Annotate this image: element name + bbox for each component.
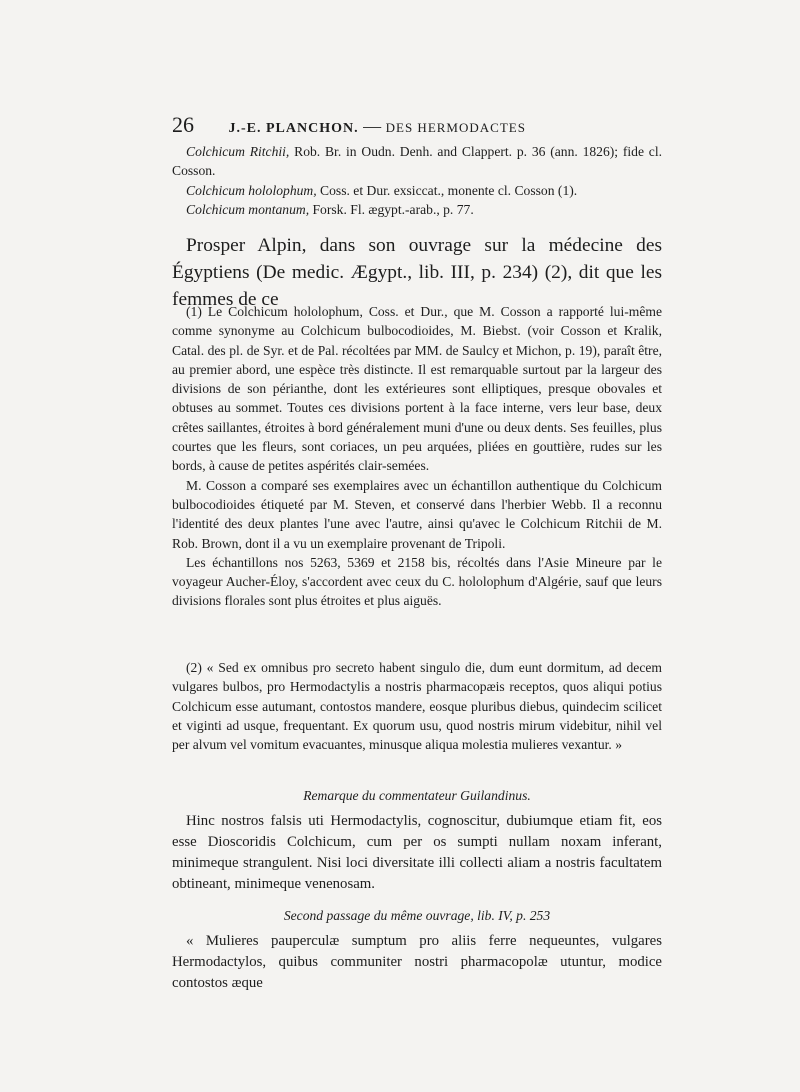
footnote-2-text: (2) « Sed ex omnibus pro secreto habent singulo die, dum eunt dormitum, ad decem vulgares bulbos, pro Hermodactylis a nostris pharmacopæis receptos, quos aliqui potius Colchicum esse autumant, contostos mandere, eosque pluribus diebus, quindecim scilicet et viginti ad usque, frequentant. Ex quorum usu, quod nostris mirum videbitur, nihil vel per alvum vel vomitum evacuantes, minusque aliqua molestia mulieres vexantur. » bbox=[172, 660, 662, 753]
header-title: DES HERMODACTES bbox=[385, 120, 526, 135]
remark-body bbox=[172, 811, 662, 895]
remark-heading: Remarque du commentateur Guilandinus. bbox=[303, 788, 531, 803]
synonym-name: Colchicum montanum, bbox=[186, 201, 310, 217]
footnote-1 bbox=[172, 302, 662, 611]
synonym-name: Colchicum hololophum, bbox=[186, 182, 317, 198]
footnote-1-para-3: Les échantillons nos 5263, 5369 et 2158 bis, récoltés dans l'Asie Mineure par le voyageur Aucher-Éloy, s'accordent avec ceux du C. hololophum d'Algérie, sauf que leurs divisions florales sont plus étroites et plus aiguës. bbox=[172, 554, 662, 609]
running-header bbox=[172, 112, 662, 138]
second-passage-body bbox=[172, 931, 662, 994]
remark-text: Hinc nostros falsis uti Hermodactylis, cognoscitur, dubiumque etiam fit, eos esse Dioscoridis Colchicum, cum per os sumpti nullam noxam inferant, minimeque strangulent. Nisi loci diversitate illi collecti aliam a nostris facultatem obtineant, minimeque venenosam. bbox=[172, 813, 662, 892]
second-passage bbox=[172, 906, 662, 925]
header-dash: — bbox=[363, 116, 382, 136]
synonym-line: Colchicum Ritchii, Rob. Br. in Oudn. Denh. and Clappert. p. 36 (ann. 1826); fide cl. Cosson. bbox=[172, 144, 663, 179]
main-text bbox=[172, 232, 662, 313]
page-number: 26 bbox=[172, 112, 194, 137]
synonym-line: Colchicum montanum, Forsk. Fl. ægypt.-arab., p. 77. bbox=[186, 201, 474, 217]
second-heading: Second passage du même ouvrage, lib. IV, p. 253 bbox=[283, 908, 551, 923]
synonym-line: Colchicum hololophum, Coss. et Dur. exsiccat., monente cl. Cosson (1). bbox=[186, 182, 578, 198]
footnote-2 bbox=[172, 658, 662, 754]
footnote-1-para-1: (1) Le Colchicum hololophum, Coss. et Dur., que M. Cosson a rapporté lui-même comme synonyme au Colchicum bulbocodioides, M. Biebst. (voir Cosson et Kralik, Catal. des pl. de Syr. et de Pal. récoltées par MM. de Saulcy et Michon, p. 19), paraît être, au premier abord, une espèce très distincte. Il est remarquable surtout par la largeur des divisions de son périanthe, dont les extérieures sont elliptiques, presque obovales et obtuses au sommet. Toutes ces divisions portent à la face interne, vers leur base, deux crêtes saillantes, étroites à bord généralement muni d'une ou deux dents. Ses feuilles, plus courtes que les fleurs, sont coriaces, un peu arquées, pliées en gouttière, rudes sur les bords, à cause de petites aspérités clair-semées. bbox=[172, 304, 662, 474]
second-text: « Mulieres pauperculæ sumptum pro aliis ferre nequeuntes, vulgares Hermodactylos, quibus communiter nostri pharmacopolæ utuntur, modice contostos æque bbox=[172, 933, 662, 991]
synonym-name: Colchicum Ritchii, bbox=[186, 144, 290, 159]
remark-section bbox=[172, 786, 662, 805]
synonym-list bbox=[172, 142, 662, 219]
main-paragraph: Prosper Alpin, dans son ouvrage sur la médecine des Égyptiens (De medic. Ægypt., lib. III, p. 234) (2), dit que les femmes de ce bbox=[172, 235, 662, 310]
header-author: J.-E. PLANCHON. bbox=[228, 121, 359, 136]
footnote-1-para-2: M. Cosson a comparé ses exemplaires avec un échantillon authentique du Colchicum bulbocodioides étiqueté par M. Steven, et conservé dans l'herbier Webb. Il a reconnu l'identité des deux plantes l'une avec l'autre, ainsi qu'avec le Colchicum Ritchii de M. Rob. Brown, dont il a vu un exemplaire provenant de Tripoli. bbox=[172, 477, 662, 551]
